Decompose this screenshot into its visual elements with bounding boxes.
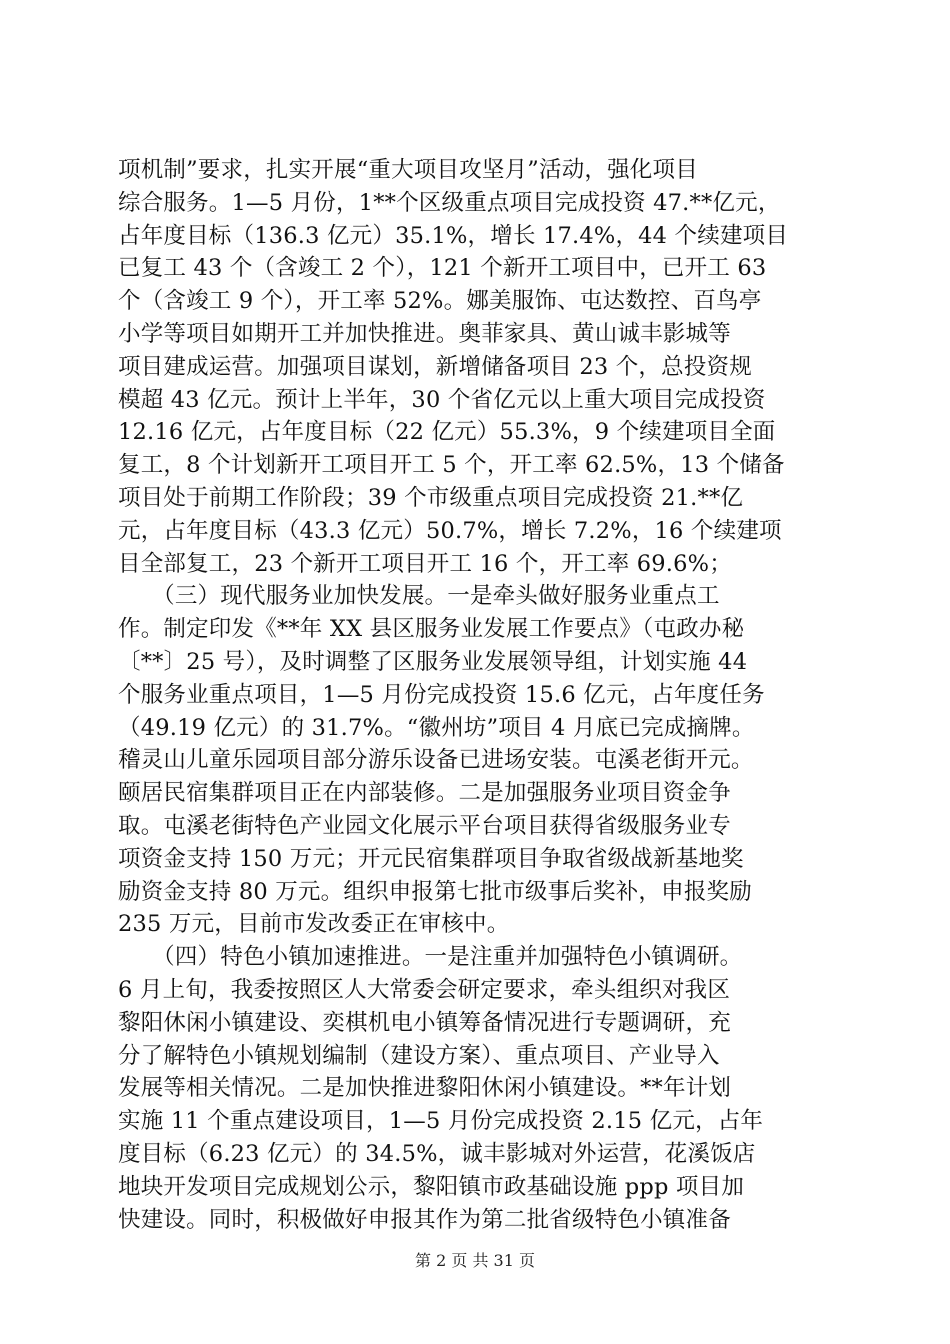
paragraph-start-line: （三）现代服务业加快发展。一是牵头做好服务业重点工 [118, 583, 720, 610]
text-line: 快建设。同时，积极做好申报其作为第二批省级特色小镇准备 [118, 1206, 731, 1233]
text-line: 项目处于前期工作阶段；39 个市级重点项目完成投资 21.**亿 [118, 484, 744, 511]
text-line: 个（含竣工 9 个），开工率 52%。娜美服饰、屯达数控、百鸟亭 [118, 288, 762, 315]
text-line: 元，占年度目标（43.3 亿元）50.7%，增长 7.2%，16 个续建项 [118, 517, 782, 544]
text-line: 6 月上旬，我委按照区人大常委会研定要求，牵头组织对我区 [118, 976, 731, 1003]
text-line: 度目标（6.23 亿元）的 34.5%，诚丰影城对外运营，花溪饭店 [118, 1140, 756, 1167]
text-line: 小学等项目如期开工并加快推进。奥菲家具、黄山诚丰影城等 [118, 320, 731, 347]
text-line: 实施 11 个重点建设项目，1—5 月份完成投资 2.15 亿元，占年 [118, 1108, 764, 1135]
paragraph-start-line: （四）特色小镇加速推进。一是注重并加强特色小镇调研。 [118, 944, 743, 971]
body-text [118, 154, 838, 1236]
text-line: 地块开发项目完成规划公示，黎阳镇市政基础设施 ppp 项目加 [118, 1173, 745, 1200]
text-line: 稽灵山儿童乐园项目部分游乐设备已进场安装。屯溪老街开元。 [118, 747, 754, 774]
text-line: 作。制定印发《**年 XX 县区服务业发展工作要点》（屯政办秘 [118, 616, 745, 643]
text-line: 励资金支持 80 万元。组织申报第七批市级事后奖补，申报奖励 [118, 878, 752, 905]
text-line: 已复工 43 个（含竣工 2 个），121 个新开工项目中，已开工 63 [118, 255, 767, 282]
text-line: （49.19 亿元）的 31.7%。“徽州坊”项目 4 月底已完成摘牌。 [118, 714, 755, 741]
text-line: 颐居民宿集群项目正在内部装修。二是加强服务业项目资金争 [118, 780, 731, 807]
text-line: 复工，8 个计划新开工项目开工 5 个，开工率 62.5%，13 个储备 [118, 452, 785, 479]
text-line: 项目建成运营。加强项目谋划，新增储备项目 23 个，总投资规 [118, 353, 752, 380]
text-line: 〔**〕25 号），及时调整了区服务业发展领导组，计划实施 44 [118, 648, 748, 675]
text-line: 发展等相关情况。二是加快推进黎阳休闲小镇建设。**年计划 [118, 1075, 732, 1102]
text-line: 黎阳休闲小镇建设、奕棋机电小镇筹备情况进行专题调研，充 [118, 1009, 731, 1036]
text-line: 分了解特色小镇规划编制（建设方案）、重点项目、产业导入 [118, 1042, 720, 1069]
text-line: 占年度目标（136.3 亿元）35.1%，增长 17.4%，44 个续建项目 [118, 222, 789, 249]
text-line: 目全部复工，23 个新开工项目开工 16 个，开工率 69.6%； [118, 550, 732, 577]
text-line: 个服务业重点项目，1—5 月份完成投资 15.6 亿元，占年度任务 [118, 681, 765, 708]
text-line: 项资金支持 150 万元；开元民宿集群项目争取省级战新基地奖 [118, 845, 744, 872]
text-line: 取。屯溪老街特色产业园文化展示平台项目获得省级服务业专 [118, 812, 731, 839]
text-line: 项机制”要求，扎实开展“重大项目攻坚月”活动，强化项目 [118, 157, 698, 183]
page-footer: 第 2 页 共 31 页 [415, 1251, 535, 1270]
text-line: 综合服务。1—5 月份，1**个区级重点项目完成投资 47.**亿元， [118, 189, 781, 216]
text-line: 12.16 亿元，占年度目标（22 亿元）55.3%，9 个续建项目全面 [118, 419, 776, 446]
text-line: 模超 43 亿元。预计上半年，30 个省亿元以上重大项目完成投资 [118, 386, 766, 413]
text-line: 235 万元，目前市发改委正在审核中。 [118, 911, 510, 938]
